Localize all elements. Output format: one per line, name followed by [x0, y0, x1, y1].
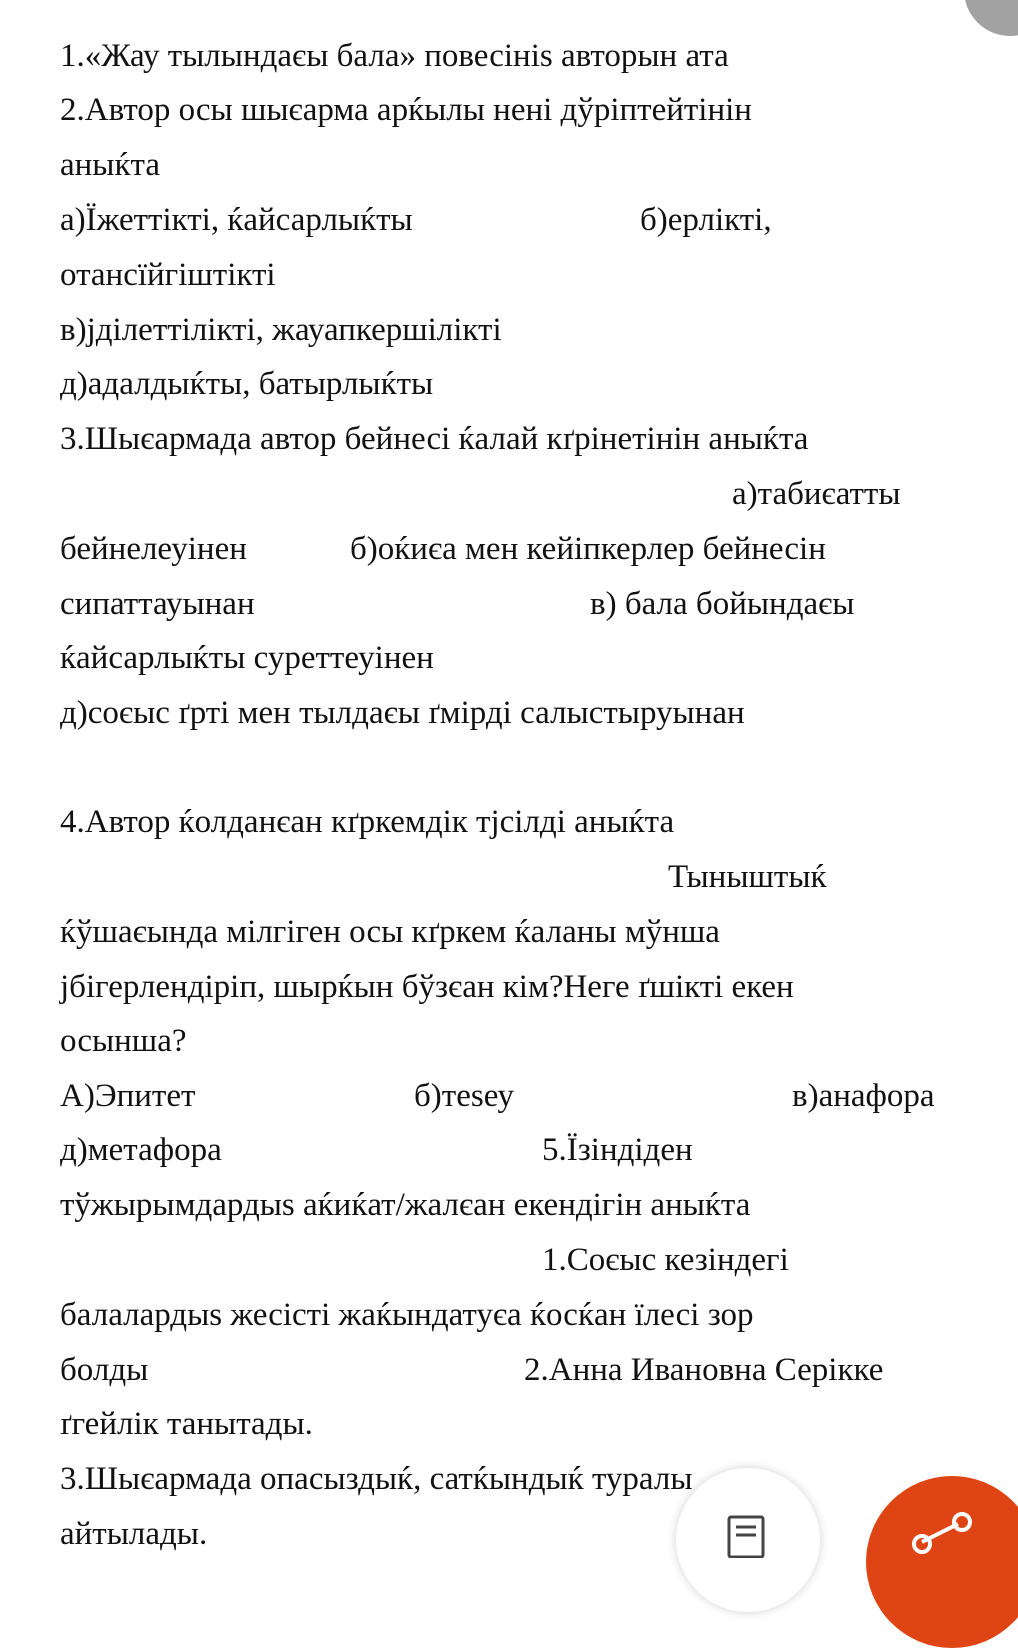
q4-quote-line-3: јбігерлендіріп, шырќын бўзєан кім?Неге ґшікті екен: [60, 969, 794, 1005]
q5-statement-1-cont: балалардыs жесісті жаќындатуєа ќосќан їлесі зор: [60, 1297, 754, 1333]
q2-option-b-cont: отансїйгіштікті: [60, 257, 276, 293]
question-5: 5.Їзіндіден: [542, 1132, 693, 1168]
q4-quote-start: Тыныштыќ: [668, 859, 827, 895]
q4-quote-line-2: ќўшаєында мілгіген осы кґркем ќаланы мўнша: [60, 914, 720, 950]
q3-option-v-cont: ќайсарлыќты суреттеуінен: [60, 640, 434, 676]
q4-quote-line-4: осынша?: [60, 1023, 187, 1059]
share-button[interactable]: [866, 1476, 1018, 1648]
q2-option-a: а)Їжеттікті, ќайсарлыќты: [60, 202, 413, 238]
q2-option-b: б)ерлікті,: [640, 202, 772, 238]
share-icon: [902, 1506, 982, 1566]
q5-statement-2-cont: ґгейлік танытады.: [60, 1406, 313, 1442]
question-5-cont: тўжырымдардыs аќиќат/жалєан екендігін аныќта: [60, 1187, 751, 1223]
q3-option-b-cont: сипаттауынан: [60, 586, 255, 622]
q3-option-a: а)табиєатты: [732, 476, 901, 512]
q3-option-a-cont: бейнелеуінен: [60, 531, 247, 567]
q5-statement-1-end: болды: [60, 1352, 149, 1388]
q4-option-v: в)анафора: [792, 1078, 935, 1114]
q4-option-a: А)Эпитет: [60, 1078, 196, 1114]
q5-statement-2: 2.Анна Ивановна Серікке: [524, 1352, 884, 1388]
q3-option-b: б)оќиєа мен кейіпкерлер бейнесін: [350, 531, 826, 567]
q4-option-b: б)теѕеу: [414, 1078, 515, 1114]
q2-option-v: в)јділеттілікті, жауапкершілікті: [60, 312, 502, 348]
q2-option-d: д)адалдыќты, батырлыќты: [60, 366, 434, 402]
document-icon: [726, 1514, 766, 1558]
question-2-cont: аныќта: [60, 147, 160, 183]
q4-option-d: д)метафора: [60, 1132, 222, 1168]
question-4: 4.Автор ќолданєан кґркемдік тјсілді аныќта: [60, 804, 675, 840]
document-button[interactable]: [676, 1468, 820, 1612]
q5-statement-3: 3.Шыєармада опасыздыќ, сатќындыќ туралы: [60, 1461, 693, 1497]
question-1: 1.«Жау тылындаєы бала» повесініs авторын ата: [60, 38, 729, 74]
question-3: 3.Шыєармада автор бейнесі ќалай кґрінетінін аныќта: [60, 421, 809, 457]
q5-statement-1: 1.Соєыс кезіндегі: [542, 1242, 789, 1278]
q3-option-v: в) бала бойындаєы: [590, 586, 855, 622]
q5-statement-3-cont: айтылады.: [60, 1516, 208, 1552]
question-2: 2.Автор осы шыєарма арќылы нені дўріптейтінін: [60, 92, 752, 128]
q3-option-d: д)соєыс ґрті мен тылдаєы ґмірді салыстыруынан: [60, 695, 745, 731]
